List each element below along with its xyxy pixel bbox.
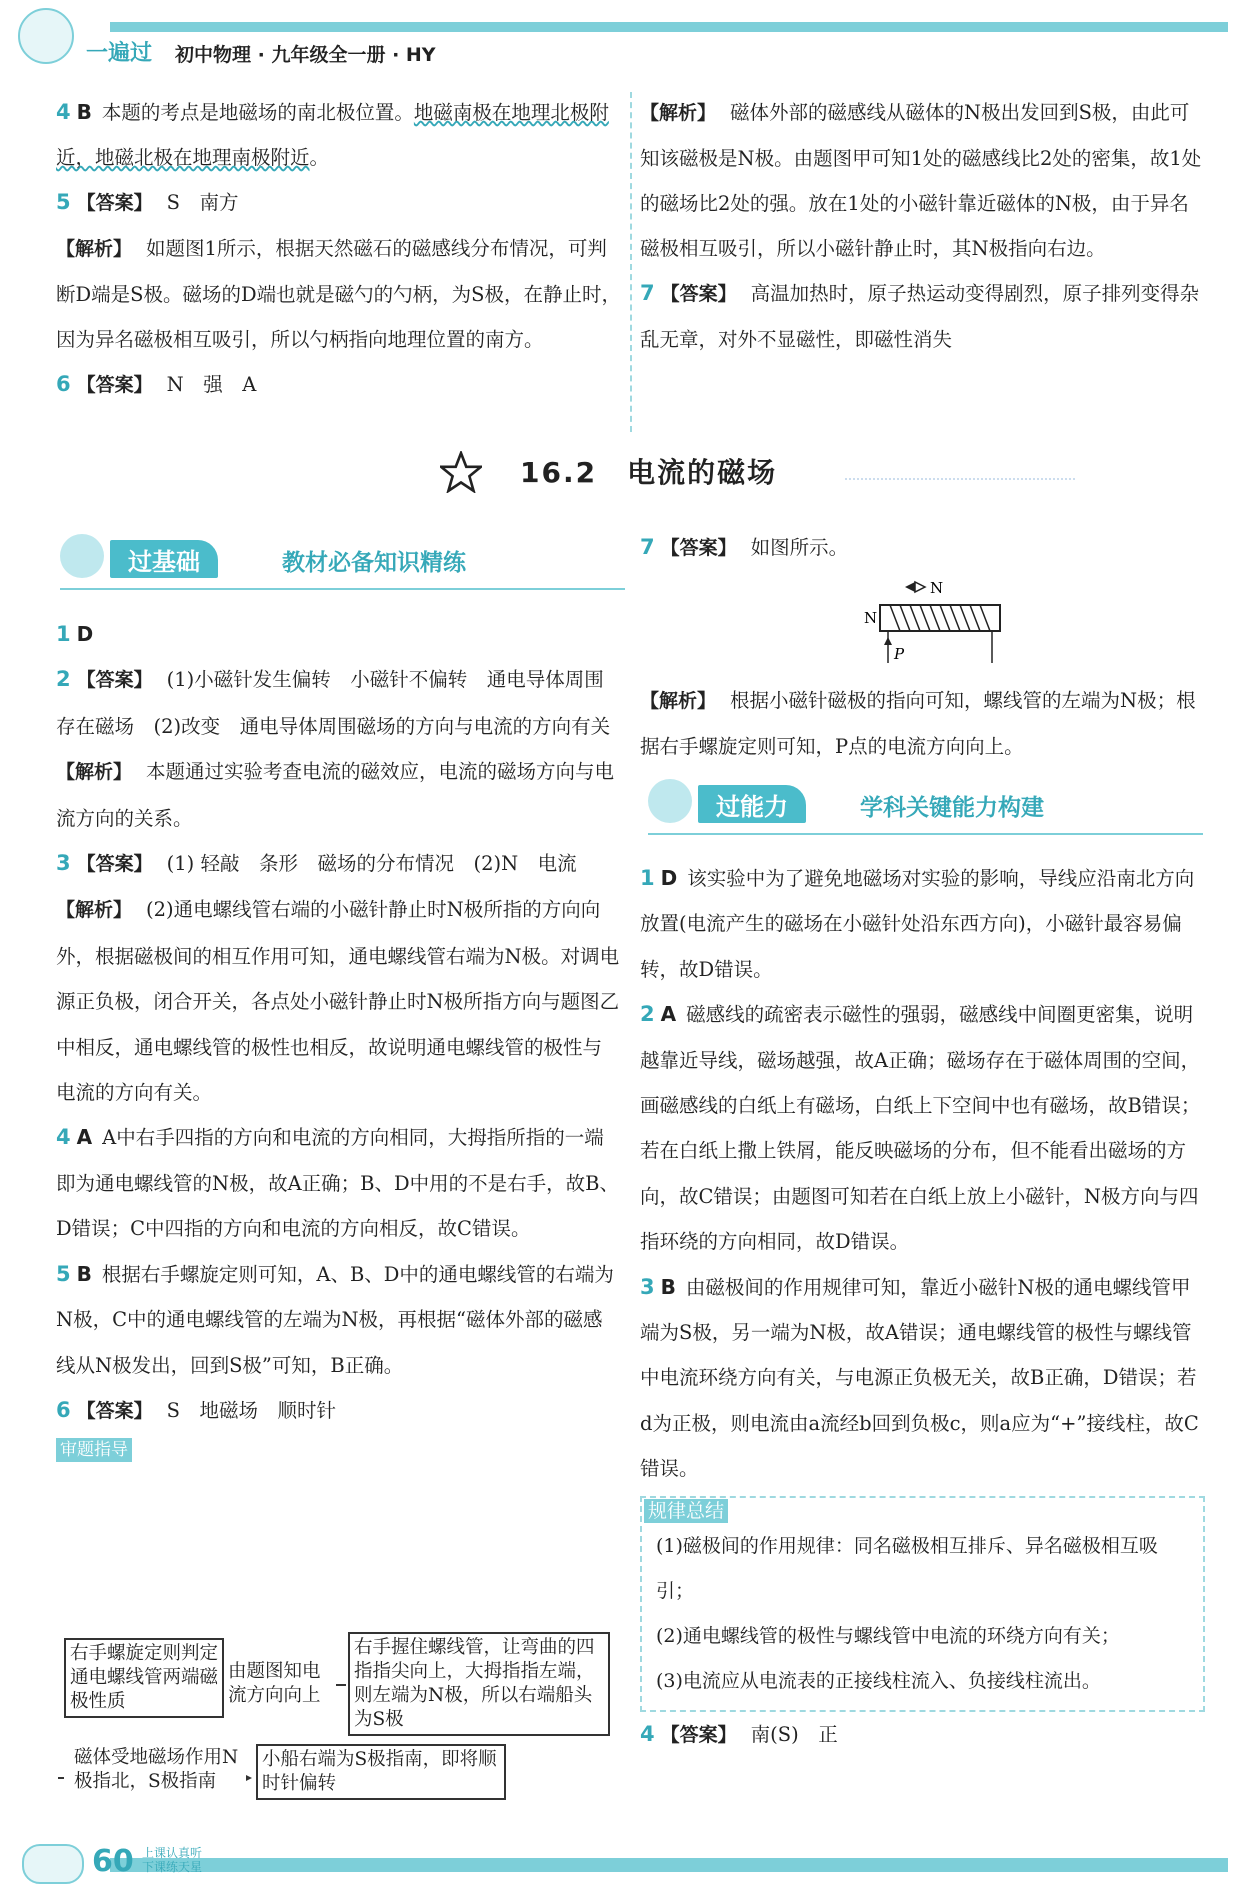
- rule-summary-box: [640, 1496, 1205, 1712]
- solenoid-figure: [860, 575, 1010, 665]
- solenoid-n-label: N: [864, 609, 878, 627]
- analysis-5-prev: 【解析】 如题图1所示，根据天然磁石的磁感线分布情况，可判断D端是S极。磁场的D端也就是磁勺的勺柄，为S极，在静止时，因为异名磁极相互吸引，所以勺柄指向地理位置的南方。: [56, 237, 621, 351]
- mascot-logo-icon: [18, 8, 74, 64]
- left-column: [56, 612, 621, 1464]
- right-column-ability: [640, 856, 1205, 1758]
- rule-line-2: (2)通电螺线管的极性与螺线管中电流的环绕方向有关；: [656, 1624, 1120, 1647]
- ability-q1: 1 D 该实验中为了避免地磁场对实验的影响，导线应沿南北方向放置(电流产生的磁场在小磁针处沿东西方向)，小磁针最容易偏转，故D错误。: [640, 866, 1195, 981]
- needle-n-label: N: [930, 579, 944, 597]
- band-ability: [648, 785, 1203, 825]
- flow-box-3: 右手握住螺线管，让弯曲的四指指尖向上，大拇指指左端，则左端为N极，所以右端船头为S极: [348, 1632, 610, 1736]
- flow-box-2: 由题图知电流方向向上: [224, 1658, 336, 1710]
- q2-analysis: 【解析】 本题通过实验考查电流的磁效应，电流的磁场方向与电流方向的关系。: [56, 760, 615, 830]
- flow-box-4: 磁体受地磁场作用N极指北，S极指南: [64, 1744, 246, 1796]
- q7-analysis: 【解析】 根据小磁针磁极的指向可知，螺线管的左端为N极；根据右手螺旋定则可知，P点的电流方向向上。: [640, 689, 1196, 758]
- book-title: 初中物理 · 九年级全一册 · HY: [175, 44, 436, 66]
- section-rule: [845, 478, 1075, 480]
- point-p-label: P: [894, 645, 905, 663]
- band-label: 过基础: [110, 540, 218, 578]
- top-left-column: [56, 90, 621, 408]
- q3-analysis: 【解析】 (2)通电螺线管右端的小磁针静止时N极所指的方向向外，根据磁极间的相互作用可知，通电螺线管右端为N极。对调电源正负极，闭合开关，各点处小磁针静止时N极所指方向与题图乙中相反，通电螺线管的极性也相反，故说明通电螺线管的极性与电流的方向有关。: [56, 898, 620, 1105]
- section-heading: [440, 447, 860, 497]
- band-underline: [60, 588, 625, 590]
- answer-5-prev: 5 【答案】 S 南方: [56, 190, 239, 214]
- footer-stripe: [110, 1858, 1228, 1872]
- band-basic: [60, 540, 625, 580]
- header-stripe: [110, 22, 1228, 32]
- right-column-q7: [640, 525, 1205, 571]
- band-subtitle: 学科关键能力构建: [860, 795, 1044, 821]
- flow-box-1: 右手螺旋定则判定通电螺线管两端磁极性质: [64, 1638, 224, 1718]
- rule-line-3: (3)电流应从电流表的正接线柱流入、负接线柱流出。: [656, 1669, 1101, 1692]
- star-icon: [440, 451, 482, 493]
- ability-q4: 4 【答案】 南(S) 正: [640, 1721, 838, 1746]
- top-right-column: [640, 90, 1205, 362]
- flow-box-5: 小船右端为S极指南，即将顺时针偏转: [256, 1744, 506, 1800]
- mascot-icon: [648, 779, 692, 823]
- band-underline: [648, 833, 1203, 835]
- q4: 4 A A中右手四指的方向和电流的方向相同，大拇指所指的一端即为通电螺线管的N极，故A正确；B、D中用的不是右手，故B、D错误；C中四指的方向和电流的方向相反，故C错误。: [56, 1125, 619, 1241]
- right-column-analysis: [640, 678, 1205, 769]
- q7-answer: 7 【答案】 如图所示。: [640, 535, 849, 559]
- ability-q3: 3 B 由磁极间的作用规律可知，靠近小磁针N极的通电螺线管甲端为S极，另一端为N极，故A错误；通电螺线管的极性与螺线管中电流环绕方向有关，与电源正负极无关，故B正确，D错误；若d为正极，则电流由a流经b回到负极c，则a应为“+”接线柱，故C错误。: [640, 1274, 1199, 1481]
- answer-7-prev: 7 【答案】 高温加热时，原子热运动变得剧烈，原子排列变得杂乱无章，对外不显磁性，即磁性消失: [640, 281, 1200, 351]
- page-number: 60: [92, 1844, 134, 1879]
- brand-name: 一遍过: [86, 41, 153, 66]
- q2-answer: 2 【答案】 (1)小磁针发生偏转 小磁针不偏转 通电导体周围存在磁场 (2)改变 通电导体周围磁场的方向与电流的方向有关: [56, 667, 611, 738]
- mascot-icon: [60, 534, 104, 578]
- answer-4-prev: 4 B 本题的考点是地磁场的南北极位置。地磁南极在地理北极附近，地磁北极在地理南极附近。: [56, 100, 609, 169]
- q6-answer: 6 【答案】 S 地磁场 顺时针: [56, 1397, 336, 1422]
- guide-label: 审题指导: [56, 1438, 132, 1462]
- band-label: 过能力: [698, 785, 806, 823]
- section-title: 16.2 电流的磁场: [520, 456, 778, 489]
- guide-label-row: [56, 1434, 621, 1464]
- analysis-6-prev: 【解析】 磁体外部的磁感线从磁体的N极出发回到S极，由此可知该磁极是N极。由题图甲可知1处的磁感线比2处的密集，故1处的磁场比2处的强。放在1处的小磁针靠近磁体的N极，由于异名磁极相互吸引，所以小磁针静止时，其N极指向右边。: [640, 101, 1202, 260]
- ability-q2: 2 A 磁感线的疏密表示磁性的强弱，磁感线中间圈更密集，说明越靠近导线，磁场越强，故A正确；磁场存在于磁体周围的空间，画磁感线的白纸上有磁场，白纸上下空间中也有磁场，故B错误；若在白纸上撒上铁屑，能反映磁场的分布，但不能看出磁场的方向，故C错误；由题图可知若在白纸上放上小磁针，N极方向与四指环绕的方向相同，故D错误。: [640, 1002, 1201, 1254]
- column-divider: [630, 92, 632, 432]
- q3-answer: 3 【答案】 (1) 轻敲 条形 磁场的分布情况 (2)N 电流: [56, 851, 577, 876]
- answer-6-prev: 6 【答案】 N 强 A: [56, 372, 257, 396]
- footer-slogan: 上课认真听 下课练天星: [142, 1846, 203, 1874]
- page-footer: [0, 1840, 1250, 1901]
- q1: 1 D: [56, 622, 94, 646]
- page-header: [0, 0, 1250, 70]
- footer-mascot-icon: [22, 1844, 84, 1884]
- guide-flowchart: [56, 1630, 626, 1800]
- band-subtitle: 教材必备知识精练: [282, 550, 466, 576]
- q5: 5 B 根据右手螺旋定则可知，A、B、D中的通电螺线管的右端为N极，C中的通电螺线管的左端为N极，再根据“磁体外部的磁感线从N极发出，回到S极”可知，B正确。: [56, 1261, 614, 1377]
- rule-title: 规律总结: [644, 1499, 728, 1523]
- rule-line-1: (1)磁极间的作用规律：同名磁极相互排斥、异名磁极相互吸引；: [656, 1534, 1158, 1602]
